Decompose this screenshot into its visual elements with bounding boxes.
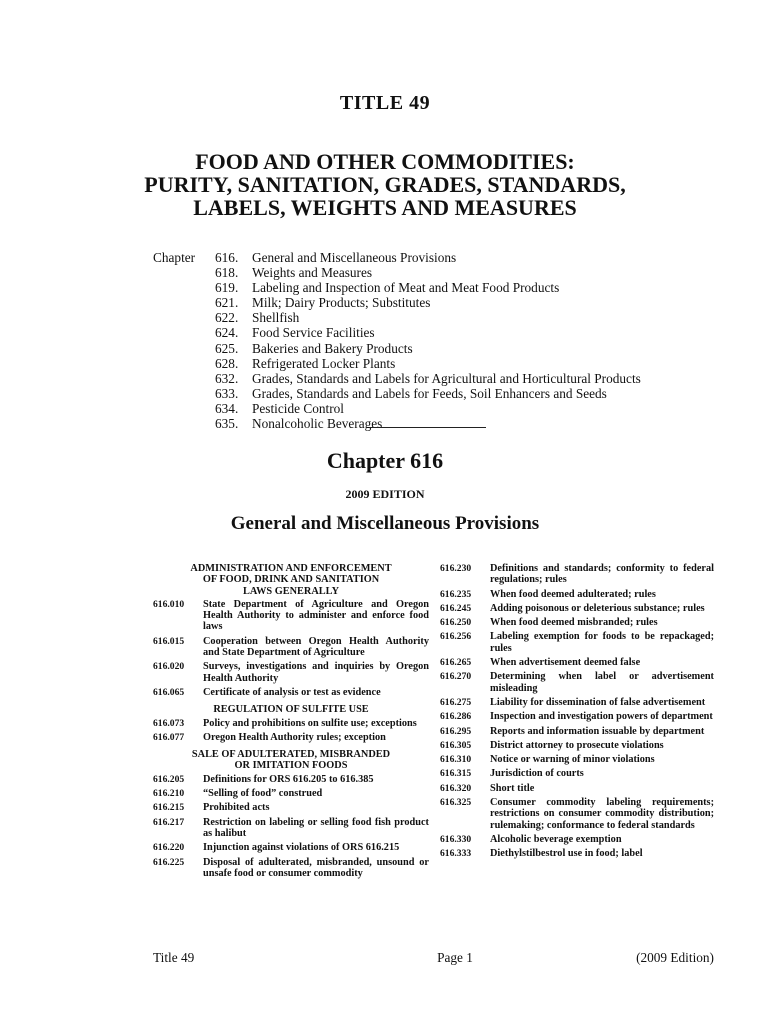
chapter-number: 618. (215, 265, 239, 281)
section-group-heading (153, 563, 429, 597)
section-entry (153, 732, 429, 743)
section-group-heading (153, 704, 429, 715)
section-number: 616.270 (440, 671, 472, 683)
title-heading-line: PURITY, SANITATION, GRADES, STANDARDS, (144, 172, 626, 197)
section-title: Restriction on labeling or selling food fish product as halibut (203, 816, 429, 839)
section-title: Cooperation between Oregon Health Authority and State Department of Agriculture (203, 635, 429, 659)
chapter-number: 619. (215, 280, 239, 296)
section-entry (440, 697, 714, 708)
section-entry (153, 788, 429, 799)
section-title: Short title (490, 782, 535, 794)
chapter-name: Food Service Facilities (252, 325, 375, 341)
chapter-number: 632. (215, 370, 239, 386)
section-title: Surveys, investigations and inquiries by Oregon Health Authority (203, 661, 429, 684)
chapter-row (153, 325, 641, 340)
section-number: 616.320 (440, 782, 472, 794)
section-number: 616.305 (440, 739, 472, 751)
toc-right-column (440, 563, 714, 863)
section-title: Consumer commodity labeling requirements; restrictions on consumer commodity distribution; rulemaking; conformance to federal standards (490, 797, 714, 831)
chapter-row (153, 265, 641, 280)
section-number: 616.286 (440, 711, 472, 723)
section-number: 616.310 (440, 754, 472, 766)
section-title: Jurisdiction of courts (490, 768, 584, 780)
footer-page-number: Page 1 (437, 950, 473, 965)
section-entry (153, 817, 429, 840)
section-entry (153, 687, 429, 698)
chapter-label (153, 295, 215, 310)
section-title: Prohibited acts (203, 802, 270, 814)
section-entry (153, 599, 429, 633)
section-title: Injunction against violations of ORS 616.215 (203, 842, 400, 854)
chapter-name: Grades, Standards and Labels for Agricultural and Horticultural Products (252, 370, 641, 386)
chapter-name: Pesticide Control (252, 400, 344, 416)
section-number: 616.315 (440, 768, 472, 780)
chapter-name: Bakeries and Bakery Products (252, 340, 413, 356)
section-title: Determining when label or advertisement misleading (490, 671, 714, 694)
chapter-number: 633. (215, 385, 239, 401)
chapter-name: Milk; Dairy Products; Substitutes (252, 295, 431, 311)
section-group-heading-line: OR IMITATION FOODS (234, 760, 348, 772)
section-entry (153, 857, 429, 880)
chapter-row (153, 401, 641, 416)
section-title: “Selling of food” construed (203, 788, 323, 800)
section-number: 616.325 (440, 797, 472, 809)
section-entry (440, 740, 714, 751)
chapter-title: General and Miscellaneous Provisions (230, 513, 540, 534)
chapter-name: Grades, Standards and Labels for Feeds, Soil Enhancers and Seeds (252, 385, 607, 401)
chapter-label (153, 265, 215, 280)
chapter-row (153, 386, 641, 401)
section-title: Liability for dissemination of false advertisement (490, 696, 706, 708)
section-title: Alcoholic beverage exemption (490, 833, 622, 845)
chapter-row (153, 280, 641, 295)
section-title: Policy and prohibitions on sulfite use; exceptions (203, 717, 417, 729)
section-title: District attorney to prosecute violations (490, 739, 664, 751)
section-number: 616.215 (153, 802, 185, 814)
chapter-number: 616. (215, 250, 239, 265)
section-entry (440, 563, 714, 586)
chapter-row (153, 341, 641, 356)
section-number: 616.220 (153, 842, 185, 854)
section-entry (440, 617, 714, 628)
section-number: 616.065 (153, 686, 185, 698)
section-entry (440, 589, 714, 600)
section-entry (440, 631, 714, 654)
title-number: TITLE 49 (339, 92, 431, 114)
section-title: Inspection and investigation powers of department (490, 711, 713, 723)
chapter-label (153, 280, 215, 295)
section-entry (153, 718, 429, 729)
chapter-name: Shellfish (252, 310, 300, 326)
section-number: 616.217 (153, 816, 185, 828)
section-title: Disposal of adulterated, misbranded, unsound or unsafe food or consumer commodity (203, 856, 429, 879)
toc-left-column (153, 563, 429, 882)
chapter-label (153, 416, 215, 431)
section-title: State Department of Agriculture and Oregon Health Authority to administer and enforce food laws (203, 598, 429, 633)
section-number: 616.010 (153, 598, 185, 610)
chapter-number: 634. (215, 400, 239, 416)
edition-label: 2009 EDITION (345, 487, 425, 501)
chapter-label (153, 386, 215, 401)
chapter-number: 628. (215, 355, 239, 371)
title-heading-line: LABELS, WEIGHTS AND MEASURES (193, 195, 577, 220)
section-number: 616.210 (153, 788, 185, 800)
chapter-label (153, 356, 215, 371)
section-title: Diethylstilbestrol use in food; label (490, 848, 643, 860)
section-entry (153, 774, 429, 785)
section-entry (440, 657, 714, 668)
section-number: 616.250 (440, 617, 472, 629)
section-number: 616.245 (440, 602, 472, 614)
chapter-label (153, 371, 215, 386)
chapter-label: Chapter (153, 250, 196, 265)
section-number: 616.256 (440, 631, 472, 643)
section-number: 616.020 (153, 661, 185, 673)
chapter-row (153, 416, 641, 431)
section-group-heading-line: ADMINISTRATION AND ENFORCEMENT (190, 563, 392, 574)
section-entry (440, 754, 714, 765)
section-number: 616.235 (440, 588, 472, 600)
chapter-name: Refrigerated Locker Plants (252, 355, 396, 371)
section-entry (440, 848, 714, 859)
title-heading (0, 150, 770, 219)
section-entry (440, 797, 714, 831)
section-entry (440, 783, 714, 794)
section-number: 616.275 (440, 696, 472, 708)
section-entry (153, 661, 429, 684)
chapter-label (153, 401, 215, 416)
chapter-label (153, 341, 215, 356)
title-heading-line: FOOD AND OTHER COMMODITIES: (195, 149, 575, 174)
section-number: 616.015 (153, 635, 185, 647)
section-entry (153, 636, 429, 659)
footer-edition: (2009 Edition) (636, 950, 714, 965)
section-number: 616.073 (153, 717, 185, 729)
section-divider (370, 427, 486, 428)
section-group-heading-line: REGULATION OF SULFITE USE (213, 704, 369, 716)
chapter-number: 624. (215, 325, 239, 341)
section-group-heading (153, 749, 429, 772)
section-number: 616.230 (440, 563, 472, 574)
section-title: Oregon Health Authority rules; exception (203, 731, 386, 743)
chapter-label (153, 325, 215, 340)
section-group-heading-line: OF FOOD, DRINK AND SANITATION (202, 574, 380, 586)
section-title: Adding poisonous or deleterious substance; rules (490, 602, 705, 614)
section-group-heading-line: LAWS GENERALLY (242, 585, 340, 597)
section-entry (153, 802, 429, 813)
section-entry (440, 671, 714, 694)
section-number: 616.295 (440, 725, 472, 737)
section-title: Definitions for ORS 616.205 to 616.385 (203, 773, 374, 785)
section-number: 616.077 (153, 731, 185, 743)
footer-title: Title 49 (153, 950, 195, 965)
section-number: 616.265 (440, 657, 472, 669)
chapter-row (153, 356, 641, 371)
section-title: Definitions and standards; conformity to federal regulations; rules (490, 563, 714, 586)
chapter-list (153, 250, 641, 431)
chapter-row (153, 310, 641, 325)
section-entry (440, 711, 714, 722)
section-group-heading-line: SALE OF ADULTERATED, MISBRANDED (191, 749, 391, 761)
chapter-number: 635. (215, 416, 239, 432)
chapter-name: Weights and Measures (252, 265, 373, 281)
section-entry (440, 726, 714, 737)
chapter-name: Labeling and Inspection of Meat and Meat Food Products (252, 280, 560, 296)
section-title: Notice or warning of minor violations (490, 754, 655, 766)
chapter-heading: Chapter 616 (326, 448, 444, 473)
section-entry (440, 603, 714, 614)
section-entry (440, 768, 714, 779)
section-number: 616.330 (440, 833, 472, 845)
chapter-number: 625. (215, 340, 239, 356)
chapter-name: General and Miscellaneous Provisions (252, 250, 457, 265)
section-number: 616.205 (153, 773, 185, 785)
section-title: Reports and information issuable by department (490, 725, 705, 737)
chapter-row (153, 371, 641, 386)
section-number: 616.225 (153, 856, 185, 868)
chapter-name: Nonalcoholic Beverages (252, 416, 383, 432)
section-title: When advertisement deemed false (490, 657, 641, 669)
section-entry (440, 834, 714, 845)
section-title: Certificate of analysis or test as evidence (203, 686, 381, 698)
section-title: Labeling exemption for foods to be repackaged; rules (490, 631, 714, 654)
chapter-number: 621. (215, 295, 239, 311)
chapter-number: 622. (215, 310, 239, 326)
section-title: When food deemed adulterated; rules (490, 588, 656, 600)
section-title: When food deemed misbranded; rules (490, 617, 658, 629)
section-entry (153, 842, 429, 853)
chapter-row (153, 250, 641, 265)
chapter-row (153, 295, 641, 310)
chapter-label (153, 310, 215, 325)
section-number: 616.333 (440, 848, 472, 860)
